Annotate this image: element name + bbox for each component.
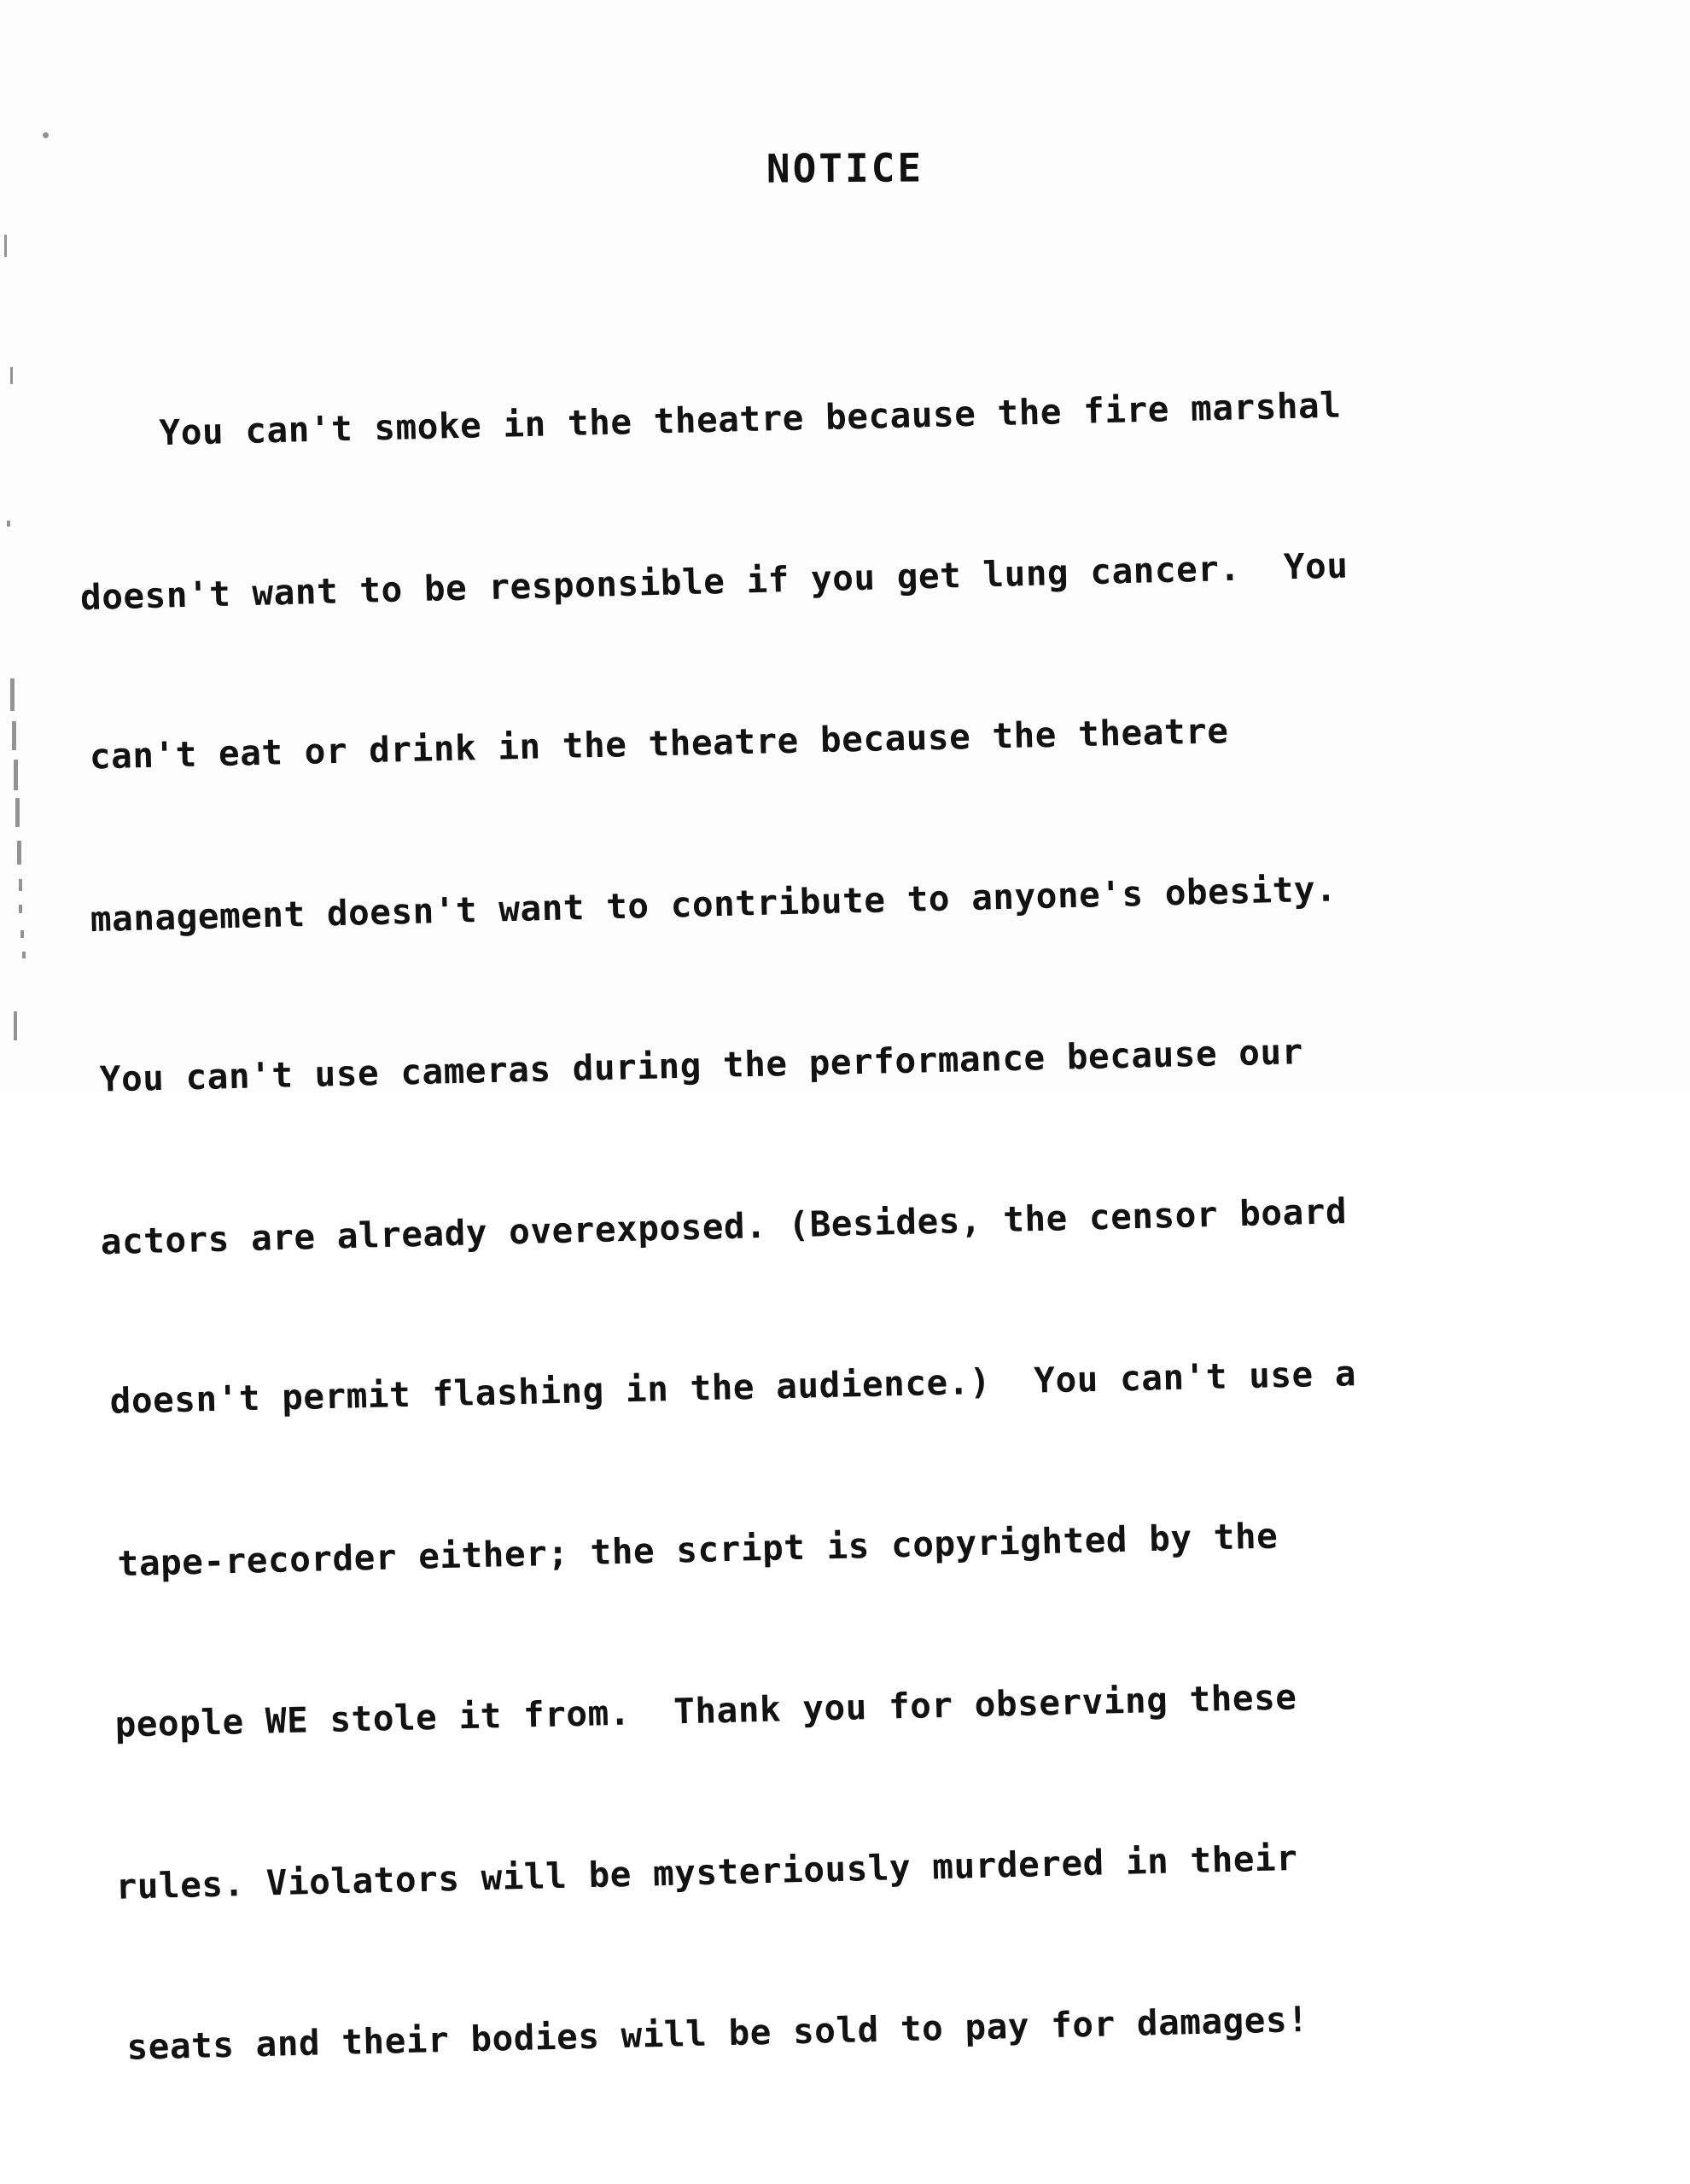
scan-speck xyxy=(10,367,13,384)
scan-speck xyxy=(4,235,7,257)
body-line: doesn't want to be responsible if you get lung cancer. You xyxy=(79,545,1349,619)
scan-speck xyxy=(19,905,22,913)
body-line: You can't use cameras during the performance because our xyxy=(99,1031,1304,1100)
page-title: NOTICE xyxy=(766,144,924,192)
body-line: management doesn't want to contribute to anyone's obesity. xyxy=(90,868,1337,941)
body-line: doesn't permit flashing in the audience.) You can't use a xyxy=(109,1353,1357,1422)
body-line: people WE stole it from. Thank you for observing these xyxy=(114,1676,1297,1745)
scan-speck xyxy=(14,760,18,790)
scan-speck xyxy=(7,521,10,527)
body-line: can't eat or drink in the theatre because the theatre xyxy=(89,710,1229,778)
scan-speck xyxy=(14,1011,17,1040)
body-line: rules. Violators will be mysteriously murdered in their xyxy=(115,1837,1298,1907)
scan-speck xyxy=(20,930,24,938)
scan-speck xyxy=(10,678,15,711)
scan-speck xyxy=(12,721,16,750)
body-line: actors are already overexposed. (Besides, the censor board xyxy=(100,1191,1348,1263)
scan-speck xyxy=(15,798,20,827)
body-line: tape-recorder either; the script is copyrighted by the xyxy=(117,1515,1279,1585)
notice-body-text xyxy=(73,262,1683,2184)
scan-speck xyxy=(17,841,21,865)
scan-speck xyxy=(19,879,22,891)
body-line: seats and their bodies will be sold to pay for damages! xyxy=(125,1998,1309,2068)
scan-speck xyxy=(43,132,49,138)
body-line: You can't smoke in the theatre because the fire marshal xyxy=(94,384,1342,455)
scan-speck xyxy=(22,952,26,958)
